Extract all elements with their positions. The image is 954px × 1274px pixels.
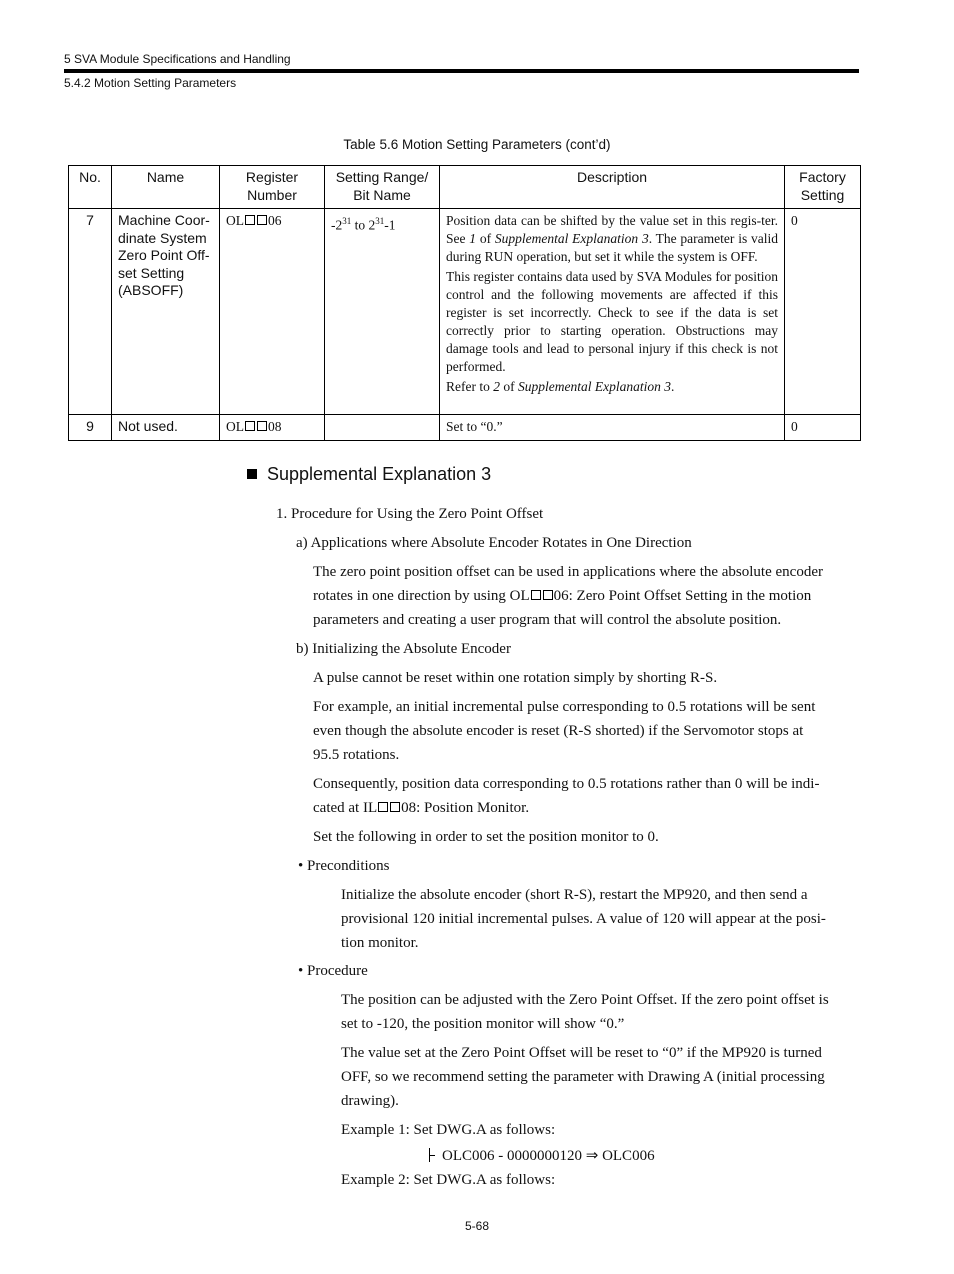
ladder-contact-icon: [426, 1148, 436, 1162]
ladder-equation: OLC006 - 0000000120 ⇒ OLC006: [426, 1144, 655, 1168]
para-a-line: parameters and creating a user program that will control the absolute position.: [313, 612, 782, 628]
placeholder-box-icon: [543, 590, 553, 600]
placeholder-box-icon: [257, 421, 267, 431]
example-2: Example 2: Set DWG.A as follows:: [341, 1172, 556, 1188]
procedure-line: drawing).: [341, 1093, 399, 1109]
procedure-line: set to -120, the position monitor will show “0.”: [341, 1016, 625, 1032]
row-no: 9: [69, 415, 112, 441]
row-name: Not used.: [112, 415, 220, 441]
header-register-number: Register Number: [220, 166, 325, 209]
placeholder-box-icon: [245, 215, 255, 225]
row-register: OL 06: [220, 209, 325, 415]
table-header-row: [69, 166, 861, 209]
row-description: Position data can be shifted by the value set in this regis-ter. See 1 of Supplemental Explanation 3. The parameter is valid during RUN operation, but set it while the system is OFF. This register contains data used by SVA Modules for position control and the following movements are affected if this register is set incorrectly. Check to see if the data is set correctly prior to starting operation. Obstructions may damage tools and lead to personal injury if this check is not performed. Refer to 2 of Supplemental Explanation 3.: [440, 209, 785, 415]
placeholder-box-icon: [378, 802, 388, 812]
row-no: 7: [69, 209, 112, 415]
table-row: [69, 415, 861, 441]
placeholder-box-icon: [257, 215, 267, 225]
header-name: Name: [112, 166, 220, 209]
header-setting-range: Setting Range/ Bit Name: [325, 166, 440, 209]
para-b-line: cated at IL 08: Position Monitor.: [313, 800, 530, 816]
placeholder-box-icon: [390, 802, 400, 812]
para-a-line: rotates in one direction by using OL 06: Zero Point Offset Setting in the motion: [313, 588, 812, 604]
header-rule: [64, 69, 859, 73]
example-1: Example 1: Set DWG.A as follows:: [341, 1122, 556, 1138]
para-b-line: 95.5 rotations.: [313, 747, 400, 763]
row-name: Machine Coor-dinate System Zero Point Off-set Setting (ABSOFF): [112, 209, 220, 415]
para-b-line: Set the following in order to set the position monitor to 0.: [313, 829, 659, 845]
para-b-line: even though the absolute encoder is reset (R-S shorted) if the Servomotor stops at: [313, 723, 804, 739]
chapter-header: 5 SVA Module Specifications and Handling: [64, 52, 291, 66]
page-number: 5-68: [464, 1219, 490, 1233]
table-caption: Table 5.6 Motion Setting Parameters (cont’d): [343, 137, 611, 152]
row-factory-setting: 0: [785, 209, 861, 415]
row-factory-setting: 0: [785, 415, 861, 441]
item-a: a) Applications where Absolute Encoder Rotates in One Direction: [296, 535, 692, 551]
row-setting-range: $-2^{31}$ to $2^{31}-1$: [325, 209, 440, 415]
procedure-line: The position can be adjusted with the Zero Point Offset. If the zero point offset is: [341, 992, 829, 1008]
preconditions-line: Initialize the absolute encoder (short R-S), restart the MP920, and then send a: [341, 887, 808, 903]
header-no: No.: [69, 166, 112, 209]
preconditions-line: tion monitor.: [341, 935, 419, 951]
bullet-preconditions: • Preconditions: [298, 858, 390, 874]
para-b-line: For example, an initial incremental pulse corresponding to 0.5 rotations will be sent: [313, 699, 816, 715]
item-b: b) Initializing the Absolute Encoder: [296, 641, 511, 657]
para-b-line: Consequently, position data corresponding to 0.5 rotations rather than 0 will be indi-: [313, 776, 820, 792]
placeholder-box-icon: [531, 590, 541, 600]
table-row: [69, 209, 861, 415]
header-description: Description: [440, 166, 785, 209]
placeholder-box-icon: [245, 421, 255, 431]
item-1: 1. Procedure for Using the Zero Point Offset: [276, 506, 544, 522]
section-header: 5.4.2 Motion Setting Parameters: [64, 76, 237, 90]
header-factory-setting: Factory Setting: [785, 166, 861, 209]
square-bullet-icon: [247, 469, 257, 479]
preconditions-line: provisional 120 initial incremental pulses. A value of 120 will appear at the posi-: [341, 911, 826, 927]
procedure-line: OFF, so we recommend setting the parameter with Drawing A (initial processing: [341, 1069, 825, 1085]
row-register: OL 08: [220, 415, 325, 441]
para-b-line: A pulse cannot be reset within one rotation simply by shorting R-S.: [313, 670, 718, 686]
para-a-line: The zero point position offset can be used in applications where the absolute encoder: [313, 564, 823, 580]
motion-parameters-table: [68, 165, 861, 441]
row-description: Set to “0.”: [440, 415, 785, 441]
procedure-line: The value set at the Zero Point Offset will be reset to “0” if the MP920 is turned: [341, 1045, 822, 1061]
bullet-procedure: • Procedure: [298, 963, 368, 979]
row-setting-range: [325, 415, 440, 441]
section-title: Supplemental Explanation 3: [247, 464, 491, 485]
